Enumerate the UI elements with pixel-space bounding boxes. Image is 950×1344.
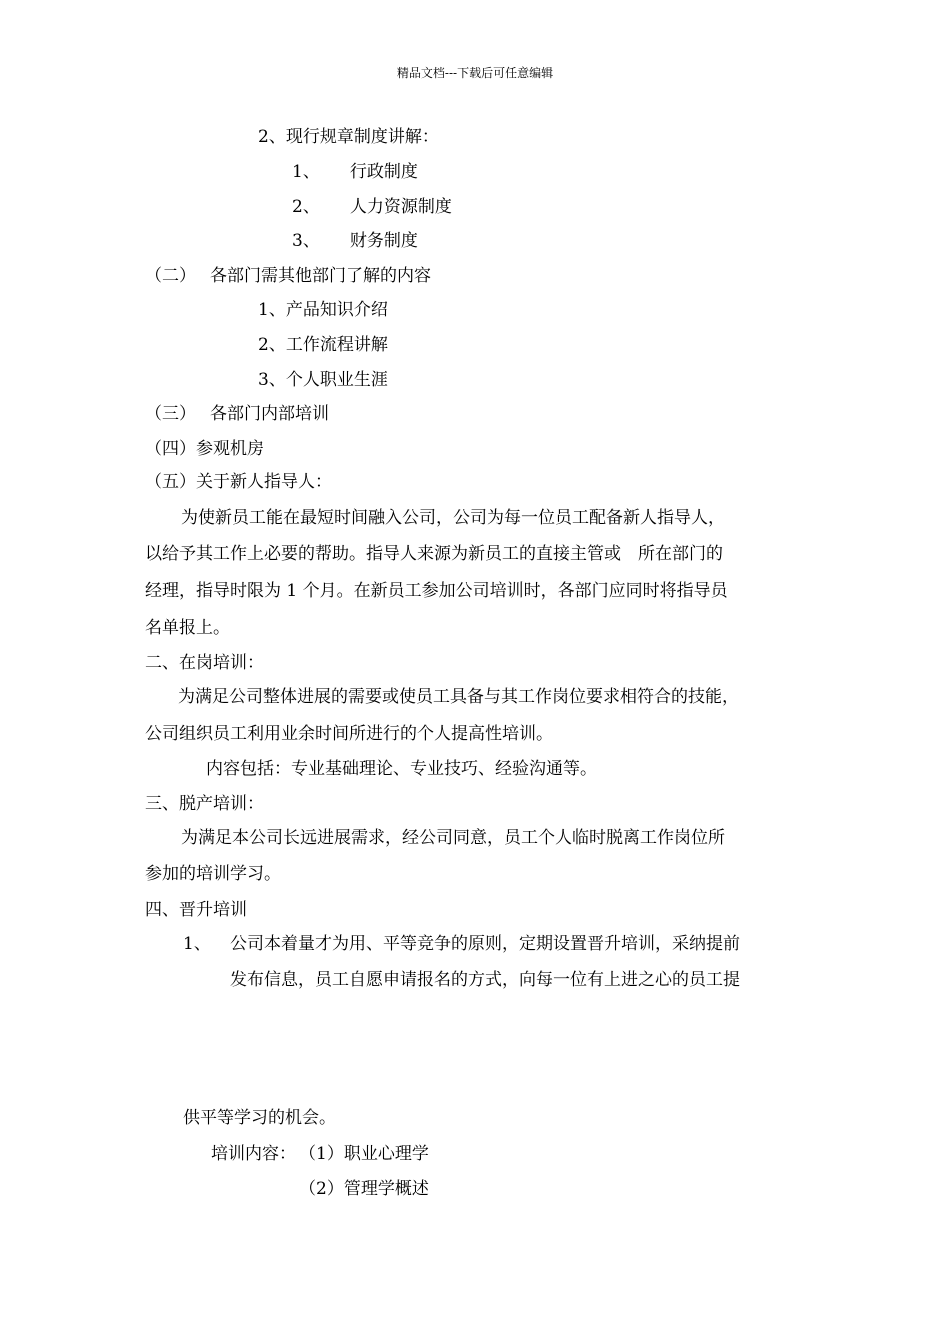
- item-workflow: 2、工作流程讲解: [258, 335, 388, 355]
- item-hr-system: [292, 196, 452, 218]
- paragraph-on-job-line: 内容包括：专业基础理论、专业技巧、经验沟通等。: [206, 759, 597, 779]
- item-number: 2、: [292, 197, 320, 217]
- paragraph-promotion-line: 供平等学习的机会。: [183, 1108, 336, 1128]
- heading-off-job-training: 三、脱产培训：: [145, 794, 264, 814]
- heading-promotion-training: 四、晋升培训: [145, 900, 247, 920]
- item-regulations-heading: 2、现行规章制度讲解：: [258, 127, 439, 147]
- section-three-heading: [145, 403, 329, 425]
- item-finance-system: [292, 230, 418, 252]
- section-number: （二）: [145, 266, 196, 286]
- paragraph-mentor-line: 以给予其工作上必要的帮助。指导人来源为新员工的直接主管或 所在部门的: [145, 544, 723, 564]
- paragraph-mentor-line: 为使新员工能在最短时间融入公司，公司为每一位员工配备新人指导人，: [181, 508, 725, 528]
- training-content-item: （2）管理学概述: [299, 1179, 429, 1199]
- paragraph-mentor-line: 名单报上。: [145, 618, 230, 638]
- item-career: 3、个人职业生涯: [258, 370, 388, 390]
- paragraph-mentor-line: 经理，指导时限为 1 个月。在新员工参加公司培训时，各部门应同时将指导员: [145, 581, 728, 601]
- item-product-knowledge: 1、产品知识介绍: [258, 300, 388, 320]
- paragraph-on-job-line: 公司组织员工利用业余时间所进行的个人提高性培训。: [145, 724, 553, 744]
- paragraph-promotion-line: 发布信息，员工自愿申请报名的方式，向每一位有上进之心的员工提: [230, 970, 740, 990]
- page-header: 精品文档---下载后可任意编辑: [396, 66, 554, 80]
- training-content-label: 培训内容：: [211, 1144, 296, 1164]
- section-five-heading: （五）关于新人指导人：: [145, 472, 332, 492]
- item-text: 行政制度: [349, 162, 418, 182]
- section-text: 各部门需其他部门了解的内容: [210, 266, 431, 286]
- item-number: 1、: [292, 162, 320, 182]
- item-text: 人力资源制度: [349, 197, 452, 217]
- paragraph-off-job-line: 参加的培训学习。: [145, 864, 281, 884]
- section-two-heading: [145, 265, 431, 287]
- section-text: 各部门内部培训: [210, 404, 329, 424]
- heading-on-job-training: 二、在岗培训：: [145, 653, 264, 673]
- paragraph-promotion-line: 公司本着量才为用、平等竞争的原则，定期设置晋升培训，采纳提前: [230, 934, 740, 954]
- paragraph-promotion-number: 1、: [183, 934, 211, 954]
- paragraph-on-job-line: 为满足公司整体进展的需要或使员工具备与其工作岗位要求相符合的技能，: [178, 687, 739, 707]
- training-content-item: （1）职业心理学: [299, 1144, 429, 1164]
- item-number: 3、: [292, 231, 320, 251]
- paragraph-off-job-line: 为满足本公司长远进展需求，经公司同意，员工个人临时脱离工作岗位所: [181, 828, 725, 848]
- item-admin-system: [292, 161, 418, 183]
- item-text: 财务制度: [349, 231, 418, 251]
- section-number: （三）: [145, 404, 196, 424]
- section-four-heading: （四）参观机房: [145, 439, 264, 459]
